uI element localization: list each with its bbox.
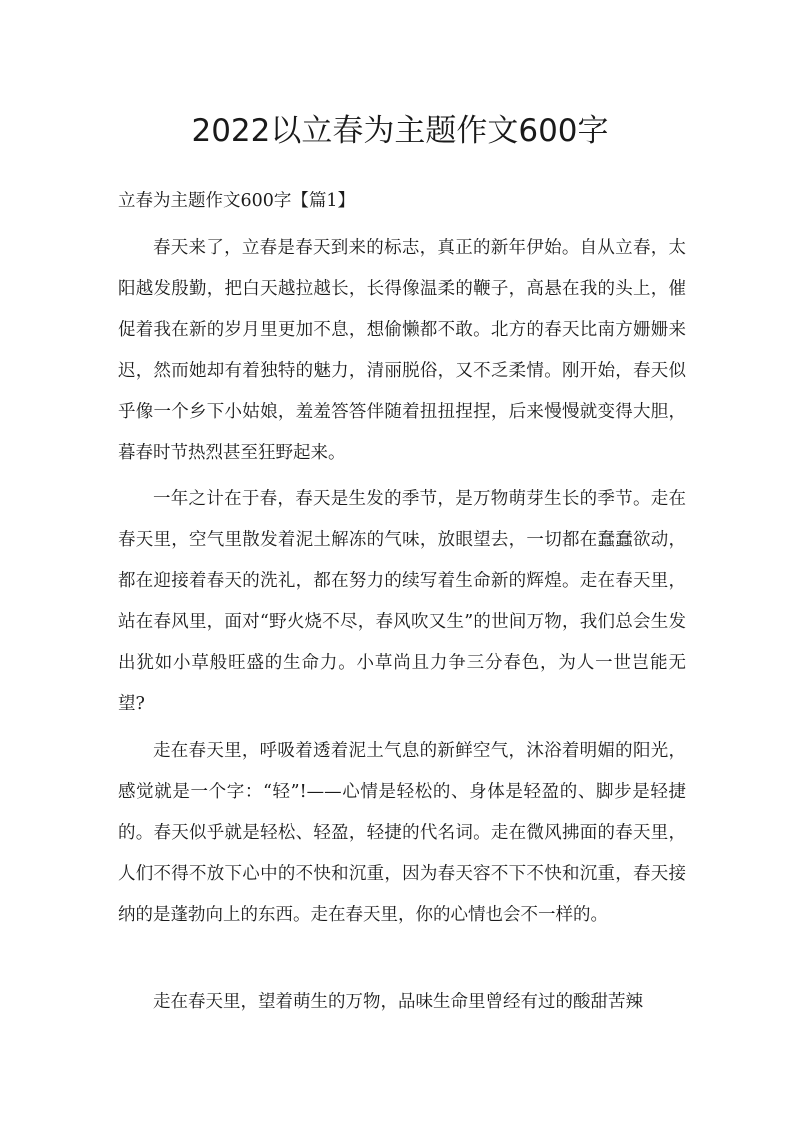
section-heading: 立春为主题作文600字【篇1】 <box>118 191 356 211</box>
paragraph-2: 一年之计在于春，春天是生发的季节，是万物萌芽生长的季节。走在春天里，空气里散发着泥土解冻的气味，放眼望去，一切都在蠢蠢欲动，都在迎接着春天的洗礼，都在努力的续写着生命新的辉煌。走在春天里，站在春风里，面对“野火烧不尽，春风吹又生”的世间万物，我们总会生发出犹如小草般旺盛的生命力。小草尚且力争三分春色，为人一世岂能无望? <box>118 489 686 714</box>
paragraph-1: 春天来了，立春是春天到来的标志，真正的新年伊始。自从立春，太阳越发殷勤，把白天越拉越长，长得像温柔的鞭子，高悬在我的头上，催促着我在新的岁月里更加不息，想偷懒都不敢。北方的春天比南方姗姗来迟，然而她却有着独特的魅力，清丽脱俗，又不乏柔情。刚开始，春天似乎像一个乡下小姑娘，羞羞答答伴随着扭扭捏捏，后来慢慢就变得大胆，暮春时节热烈甚至狂野起来。 <box>118 238 686 463</box>
paragraph-4: 走在春天里，望着萌生的万物，品味生命里曾经有过的酸甜苦辣 <box>153 992 643 1012</box>
paragraph-3: 走在春天里，呼吸着透着泥土气息的新鲜空气，沐浴着明媚的阳光，感觉就是一个字：“轻”!——心情是轻松的、身体是轻盈的、脚步是轻捷的。春天似乎就是轻松、轻盈，轻捷的代名词。走在微风拂面的春天里，人们不得不放下心中的不快和沉重，因为春天容不下不快和沉重，春天接纳的是蓬勃向上的东西。走在春天里，你的心情也会不一样的。 <box>118 741 686 925</box>
document-title: 2022以立春为主题作文600字 <box>191 113 609 149</box>
